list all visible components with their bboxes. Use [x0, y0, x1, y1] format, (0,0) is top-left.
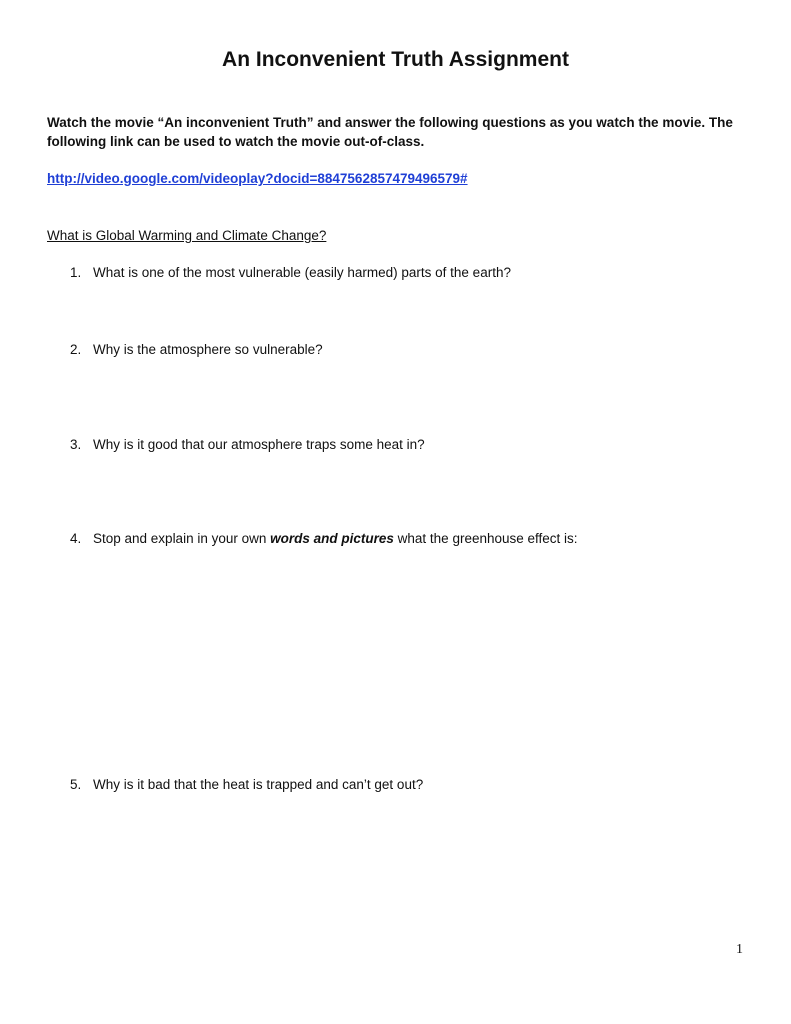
- video-link[interactable]: http://video.google.com/videoplay?docid=8847562857479496579#: [47, 171, 468, 186]
- question-number: 5.: [70, 777, 82, 792]
- page-title: An Inconvenient Truth Assignment: [222, 48, 569, 71]
- question-text: What is one of the most vulnerable (easily harmed) parts of the earth?: [93, 265, 511, 280]
- question-text: Why is it good that our atmosphere traps some heat in?: [93, 437, 425, 452]
- question-item: [70, 531, 750, 546]
- question-item: [70, 342, 750, 357]
- question-text-emphasis: words and pictures: [270, 531, 394, 546]
- question-text: [93, 531, 578, 546]
- question-number: 2.: [70, 342, 82, 357]
- question-text-after: what the greenhouse effect is:: [393, 531, 578, 546]
- question-text-before: Stop and explain in your own: [93, 531, 271, 546]
- question-text: Why is it bad that the heat is trapped and can’t get out?: [93, 777, 424, 792]
- question-item: [70, 437, 750, 452]
- question-item: [70, 777, 750, 792]
- question-number: 3.: [70, 437, 82, 452]
- section-heading: What is Global Warming and Climate Change?: [47, 228, 327, 243]
- question-number: 1.: [70, 265, 82, 280]
- instructions-paragraph: Watch the movie “An inconvenient Truth” and answer the following questions as you watch the movie. The following link can be used to watch the movie out-of-class.: [47, 115, 733, 149]
- question-text: Why is the atmosphere so vulnerable?: [93, 342, 323, 357]
- question-item: [70, 265, 750, 280]
- page-number: 1: [736, 942, 743, 957]
- question-number: 4.: [70, 531, 82, 546]
